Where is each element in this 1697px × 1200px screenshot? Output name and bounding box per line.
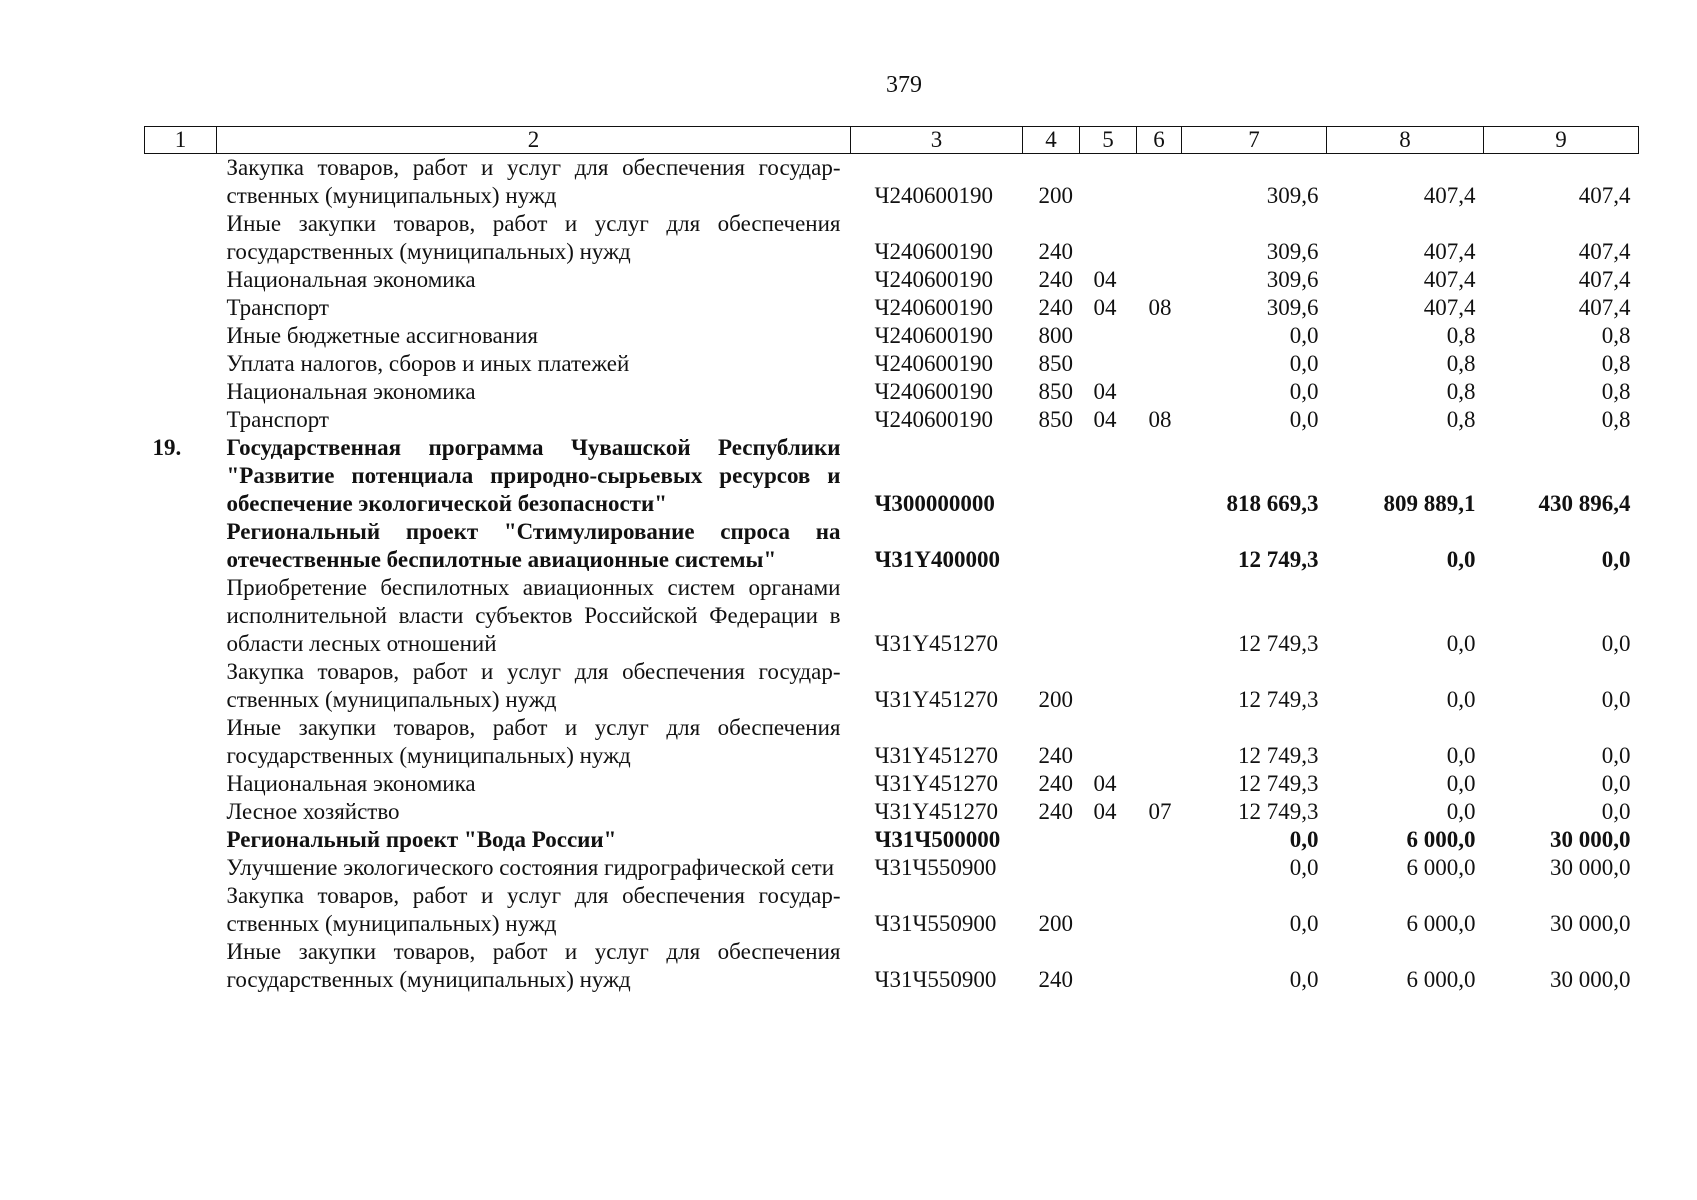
table-row xyxy=(145,406,1639,434)
row-number xyxy=(145,350,217,378)
row-name: Национальная экономика xyxy=(226,771,476,796)
column-header-3: 3 xyxy=(851,127,1023,154)
section-code xyxy=(1080,714,1137,770)
table-row xyxy=(145,854,1639,882)
row-name: Иные закупки товаров, работ и услуг для обеспечения государственных (муниципальных) нужд xyxy=(226,939,841,992)
amount-col-9: 407,4 xyxy=(1578,239,1631,264)
amount-col-9: 0,8 xyxy=(1601,379,1631,404)
amount-col-9: 30 000,0 xyxy=(1550,967,1631,992)
amount-col-8: 6 000,0 xyxy=(1406,855,1476,880)
subsection-code xyxy=(1137,350,1182,378)
section-code: 04 xyxy=(1093,267,1117,292)
budget-table xyxy=(144,126,1639,994)
row-name: Иные закупки товаров, работ и услуг для обеспечения государственных (муниципальных) нужд xyxy=(226,211,841,264)
row-number xyxy=(145,938,217,994)
row-name: Государственная программа Чувашской Республики "Развитие потенциала природно-сырьевых ресурсов и обеспечение экологической безопасности" xyxy=(226,435,841,516)
column-header-6: 6 xyxy=(1137,127,1182,154)
subsection-code xyxy=(1137,266,1182,294)
target-article-code: Ч240600190 xyxy=(874,407,993,432)
expense-type-code xyxy=(1023,574,1080,658)
row-number xyxy=(145,322,217,350)
expense-type-code xyxy=(1023,826,1080,854)
amount-col-8: 407,4 xyxy=(1423,267,1476,292)
row-number xyxy=(145,826,217,854)
target-article-code: Ч240600190 xyxy=(874,323,993,348)
section-code xyxy=(1080,882,1137,938)
row-number xyxy=(145,518,217,574)
row-number xyxy=(145,798,217,826)
section-code xyxy=(1080,154,1137,211)
row-name: Иные закупки товаров, работ и услуг для обеспечения государственных (муниципальных) нужд xyxy=(226,715,841,768)
section-code: 04 xyxy=(1093,407,1117,432)
section-code: 04 xyxy=(1093,295,1117,320)
target-article-code: Ч240600190 xyxy=(874,379,993,404)
table-header xyxy=(145,127,1639,154)
row-name: Национальная экономика xyxy=(226,267,476,292)
row-name: Лесное хозяйство xyxy=(226,799,400,824)
amount-col-8: 809 889,1 xyxy=(1383,491,1476,516)
expense-type-code: 240 xyxy=(1038,267,1073,292)
amount-col-7: 12 749,3 xyxy=(1238,687,1319,712)
expense-type-code: 240 xyxy=(1038,967,1073,992)
target-article-code: Ч31Y451270 xyxy=(874,687,999,712)
amount-col-9: 30 000,0 xyxy=(1550,827,1631,852)
amount-col-8: 0,0 xyxy=(1446,799,1476,824)
subsection-code xyxy=(1137,518,1182,574)
amount-col-8: 0,0 xyxy=(1446,771,1476,796)
target-article-code: Ч31Y451270 xyxy=(874,743,999,768)
amount-col-9: 0,0 xyxy=(1601,547,1631,572)
row-name: Приобретение беспилотных авиационных систем органами исполнительной власти субъектов Российской Федерации в области лесных отношений xyxy=(226,575,841,656)
table-row xyxy=(145,266,1639,294)
row-number xyxy=(145,574,217,658)
table-row xyxy=(145,658,1639,714)
section-code: 04 xyxy=(1093,379,1117,404)
section-code xyxy=(1080,434,1137,518)
row-name: Региональный проект "Вода России" xyxy=(226,827,617,852)
amount-col-9: 0,8 xyxy=(1601,351,1631,376)
subsection-code xyxy=(1137,658,1182,714)
row-number: 19. xyxy=(152,435,182,460)
row-name: Региональный проект "Стимулирование спроса на отечественные беспилотные авиационные системы" xyxy=(226,519,841,572)
expense-type-code: 240 xyxy=(1038,743,1073,768)
amount-col-7: 12 749,3 xyxy=(1238,743,1319,768)
subsection-code: 08 xyxy=(1148,407,1172,432)
expense-type-code: 850 xyxy=(1038,407,1073,432)
row-number xyxy=(145,266,217,294)
amount-col-9: 0,0 xyxy=(1601,687,1631,712)
column-header-2: 2 xyxy=(217,127,851,154)
target-article-code: Ч31Ч500000 xyxy=(874,827,1001,852)
section-code xyxy=(1080,518,1137,574)
amount-col-8: 0,0 xyxy=(1446,687,1476,712)
amount-col-7: 0,0 xyxy=(1289,827,1319,852)
row-number xyxy=(145,154,217,211)
table-row xyxy=(145,378,1639,406)
expense-type-code: 850 xyxy=(1038,379,1073,404)
subsection-code: 07 xyxy=(1148,799,1172,824)
section-code xyxy=(1080,854,1137,882)
amount-col-9: 0,0 xyxy=(1601,631,1631,656)
column-header-7: 7 xyxy=(1182,127,1327,154)
table-row xyxy=(145,518,1639,574)
subsection-code xyxy=(1137,770,1182,798)
target-article-code: Ч31Ч550900 xyxy=(874,855,997,880)
subsection-code xyxy=(1137,378,1182,406)
amount-col-8: 407,4 xyxy=(1423,295,1476,320)
amount-col-8: 0,0 xyxy=(1446,743,1476,768)
subsection-code xyxy=(1137,322,1182,350)
subsection-code xyxy=(1137,826,1182,854)
subsection-code xyxy=(1137,882,1182,938)
row-number xyxy=(145,714,217,770)
amount-col-7: 818 669,3 xyxy=(1226,491,1319,516)
subsection-code xyxy=(1137,434,1182,518)
amount-col-7: 0,0 xyxy=(1289,351,1319,376)
target-article-code: Ч300000000 xyxy=(874,491,995,516)
section-code xyxy=(1080,210,1137,266)
row-name: Улучшение экологического состояния гидрографической сети xyxy=(226,855,835,880)
amount-col-7: 12 749,3 xyxy=(1238,547,1319,572)
header-row xyxy=(145,127,1639,154)
row-name: Закупка товаров, работ и услуг для обеспечения государственных (муниципальных) нужд xyxy=(226,659,841,712)
amount-col-8: 407,4 xyxy=(1423,183,1476,208)
amount-col-9: 0,0 xyxy=(1601,743,1631,768)
expense-type-code: 200 xyxy=(1038,183,1073,208)
row-name: Закупка товаров, работ и услуг для обеспечения государственных (муниципальных) нужд xyxy=(226,155,841,208)
row-number xyxy=(145,406,217,434)
subsection-code xyxy=(1137,854,1182,882)
table-row xyxy=(145,882,1639,938)
subsection-code xyxy=(1137,714,1182,770)
amount-col-9: 407,4 xyxy=(1578,295,1631,320)
amount-col-7: 12 749,3 xyxy=(1238,799,1319,824)
row-name: Транспорт xyxy=(226,407,329,432)
amount-col-8: 6 000,0 xyxy=(1406,911,1476,936)
column-header-8: 8 xyxy=(1327,127,1484,154)
column-header-9: 9 xyxy=(1484,127,1639,154)
amount-col-8: 0,8 xyxy=(1446,323,1476,348)
expense-type-code xyxy=(1023,518,1080,574)
column-header-5: 5 xyxy=(1080,127,1137,154)
section-code xyxy=(1080,658,1137,714)
column-header-4: 4 xyxy=(1023,127,1080,154)
section-code xyxy=(1080,938,1137,994)
row-number xyxy=(145,658,217,714)
amount-col-7: 0,0 xyxy=(1289,323,1319,348)
target-article-code: Ч31Y400000 xyxy=(874,547,1000,572)
row-name: Национальная экономика xyxy=(226,379,476,404)
table-row xyxy=(145,350,1639,378)
amount-col-7: 12 749,3 xyxy=(1238,771,1319,796)
amount-col-7: 309,6 xyxy=(1266,183,1319,208)
amount-col-9: 0,0 xyxy=(1601,799,1631,824)
row-name: Закупка товаров, работ и услуг для обеспечения государственных (муниципальных) нужд xyxy=(226,883,841,936)
target-article-code: Ч240600190 xyxy=(874,295,993,320)
row-number xyxy=(145,378,217,406)
subsection-code xyxy=(1137,574,1182,658)
amount-col-7: 0,0 xyxy=(1289,379,1319,404)
table-row xyxy=(145,322,1639,350)
section-code: 04 xyxy=(1093,799,1117,824)
target-article-code: Ч31Y451270 xyxy=(874,799,999,824)
row-number xyxy=(145,882,217,938)
target-article-code: Ч240600190 xyxy=(874,267,993,292)
expense-type-code xyxy=(1023,854,1080,882)
amount-col-8: 0,8 xyxy=(1446,407,1476,432)
amount-col-7: 0,0 xyxy=(1289,855,1319,880)
table-row xyxy=(145,210,1639,266)
expense-type-code: 800 xyxy=(1038,323,1073,348)
expense-type-code: 240 xyxy=(1038,295,1073,320)
expense-type-code: 850 xyxy=(1038,351,1073,376)
amount-col-9: 407,4 xyxy=(1578,267,1631,292)
amount-col-7: 0,0 xyxy=(1289,407,1319,432)
amount-col-9: 0,8 xyxy=(1601,407,1631,432)
section-code: 04 xyxy=(1093,771,1117,796)
table-body xyxy=(145,154,1639,995)
expense-type-code: 200 xyxy=(1038,687,1073,712)
target-article-code: Ч240600190 xyxy=(874,351,993,376)
row-name: Уплата налогов, сборов и иных платежей xyxy=(226,351,630,376)
amount-col-7: 0,0 xyxy=(1289,967,1319,992)
amount-col-9: 30 000,0 xyxy=(1550,911,1631,936)
page-number: 379 xyxy=(886,72,922,98)
expense-type-code: 240 xyxy=(1038,239,1073,264)
row-name: Транспорт xyxy=(226,295,329,320)
target-article-code: Ч31Ч550900 xyxy=(874,911,997,936)
amount-col-9: 30 000,0 xyxy=(1550,855,1631,880)
subsection-code xyxy=(1137,154,1182,211)
section-code xyxy=(1080,574,1137,658)
table-row xyxy=(145,294,1639,322)
row-number xyxy=(145,770,217,798)
subsection-code xyxy=(1137,210,1182,266)
expense-type-code: 240 xyxy=(1038,799,1073,824)
amount-col-9: 0,0 xyxy=(1601,771,1631,796)
row-number xyxy=(145,210,217,266)
amount-col-8: 0,0 xyxy=(1446,547,1476,572)
table-row xyxy=(145,434,1639,518)
row-number xyxy=(145,854,217,882)
table-row xyxy=(145,574,1639,658)
row-number xyxy=(145,294,217,322)
target-article-code: Ч31Ч550900 xyxy=(874,967,997,992)
target-article-code: Ч240600190 xyxy=(874,239,993,264)
subsection-code: 08 xyxy=(1148,295,1172,320)
column-header-1: 1 xyxy=(145,127,217,154)
amount-col-7: 309,6 xyxy=(1266,239,1319,264)
amount-col-8: 407,4 xyxy=(1423,239,1476,264)
amount-col-7: 309,6 xyxy=(1266,295,1319,320)
amount-col-9: 430 896,4 xyxy=(1538,491,1631,516)
expense-type-code: 240 xyxy=(1038,771,1073,796)
amount-col-8: 0,8 xyxy=(1446,351,1476,376)
section-code xyxy=(1080,826,1137,854)
table-row xyxy=(145,770,1639,798)
table-row xyxy=(145,154,1639,211)
amount-col-8: 0,8 xyxy=(1446,379,1476,404)
target-article-code: Ч31Y451270 xyxy=(874,771,999,796)
amount-col-9: 407,4 xyxy=(1578,183,1631,208)
expense-type-code xyxy=(1023,434,1080,518)
amount-col-8: 6 000,0 xyxy=(1406,967,1476,992)
target-article-code: Ч31Y451270 xyxy=(874,631,999,656)
expense-type-code: 200 xyxy=(1038,911,1073,936)
subsection-code xyxy=(1137,938,1182,994)
target-article-code: Ч240600190 xyxy=(874,183,993,208)
amount-col-8: 6 000,0 xyxy=(1406,827,1476,852)
table-row xyxy=(145,798,1639,826)
amount-col-8: 0,0 xyxy=(1446,631,1476,656)
amount-col-9: 0,8 xyxy=(1601,323,1631,348)
table-row xyxy=(145,714,1639,770)
row-name: Иные бюджетные ассигнования xyxy=(226,323,538,348)
table-row xyxy=(145,938,1639,994)
section-code xyxy=(1080,350,1137,378)
amount-col-7: 0,0 xyxy=(1289,911,1319,936)
amount-col-7: 12 749,3 xyxy=(1238,631,1319,656)
amount-col-7: 309,6 xyxy=(1266,267,1319,292)
table-row xyxy=(145,826,1639,854)
section-code xyxy=(1080,322,1137,350)
